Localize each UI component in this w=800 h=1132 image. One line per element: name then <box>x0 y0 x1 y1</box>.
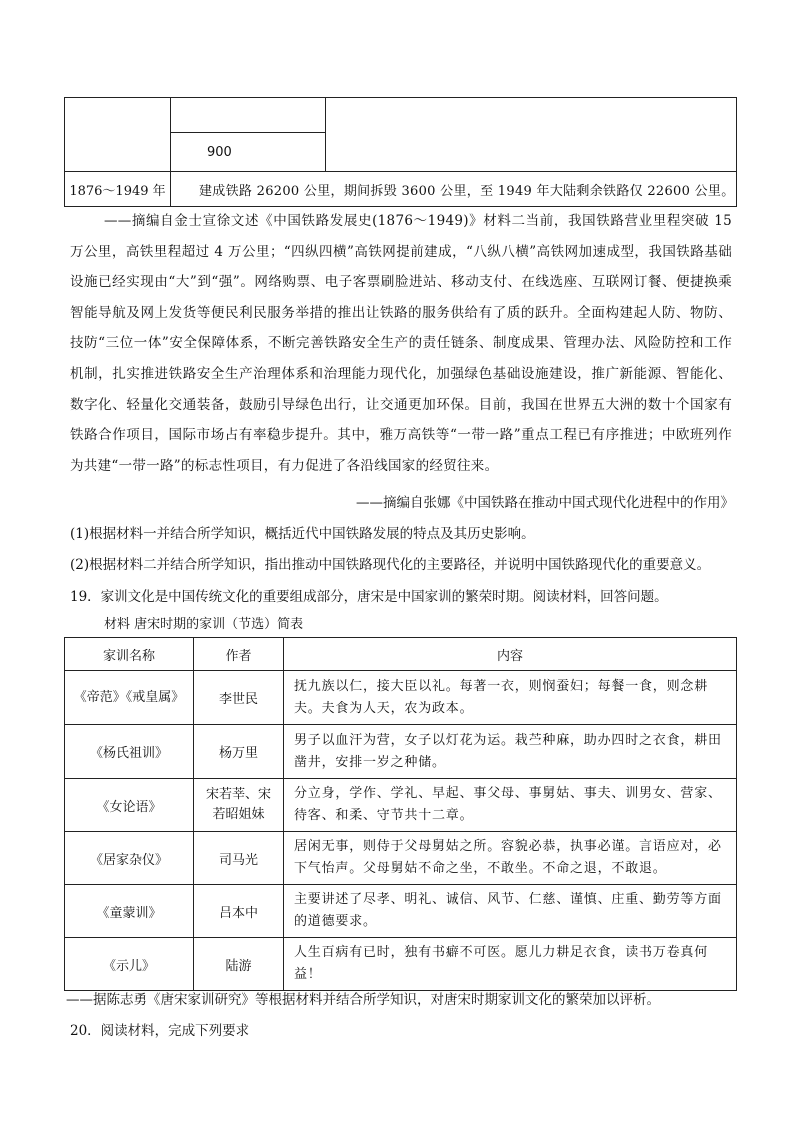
jiaxun-name: 《女论语》 <box>65 779 194 832</box>
jiaxun-author: 李世民 <box>194 671 284 725</box>
railway-table <box>64 97 737 207</box>
table-cell-empty <box>65 98 171 172</box>
jiaxun-content: 居闲无事，则侍于父母舅姑之所。容貌必恭，执事必谨。言语应对，必下气怡声。父母舅姑不命之坐，不敢坐。不命之退，不敢退。 <box>284 832 737 885</box>
jiaxun-author: 司马光 <box>194 832 284 885</box>
question-19: 19．家训文化是中国传统文化的重要组成部分，唐宋是中国家训的繁荣时期。阅读材料，回答问题。 <box>70 589 668 605</box>
jiaxun-author: 杨万里 <box>194 725 284 779</box>
table-cell-empty <box>326 98 737 172</box>
jiaxun-content: 主要讲述了尽孝、明礼、诚信、风节、仁慈、谨慎、庄重、勤劳等方面的道德要求。 <box>284 885 737 938</box>
table-row <box>65 779 737 832</box>
question-2: (2)根据材料二并结合所学知识，指出推动中国铁路现代化的主要路径，并说明中国铁路现代化的重要意义。 <box>70 557 711 573</box>
table-cell-description: 建成铁路 26200 公里，期间拆毁 3600 公里，至 1949 年大陆剩余铁路仅 22600 公里。 <box>171 172 737 207</box>
material-2-paragraph: ——摘编自金士宣徐文述《中国铁路发展史(1876～1949)》材料二当前，我国铁路营业里程突破 15 万公里，高铁里程超过 4 万公里；“四纵四横”高铁网提前建成，“八纵八横”高铁网加速成型，我国铁路基础设施已经实现由“大”到“强”。网络购票、电子客票刷脸进站、移动支付、在线选座、互联网订餐、便捷换乘智能导航及网上发货等便民利民服务举措的推出让铁路的服务供给有了质的跃升。全面构建起人防、物防、技防“三位一体”安全保障体系，不断完善铁路安全生产的责任链条、制度成果、管理办法、风险防控和工作机制，扎实推进铁路安全生产治理体系和治理能力现代化，加强绿色基础设施建设，推广新能源、智能化、数字化、轻量化交通装备，鼓励引导绿色出行，让交通更加环保。目前，我国在世界五大洲的数十个国家有铁路合作项目，国际市场占有率稳步提升。其中，雅万高铁等“一带一路”重点工程已有序推进；中欧班列作为共建“一带一路”的标志性项目，有力促进了各沿线国家的经贸往来。 <box>70 213 732 474</box>
table-cell-empty <box>171 98 326 133</box>
jiaxun-content: 男子以血汗为营，女子以灯花为运。栽苎种麻，助办四时之衣食，耕田凿井，安排一岁之种储。 <box>284 725 737 779</box>
material-2-source: ——摘编自张娜《中国铁路在推动中国式现代化进程中的作用》 <box>356 495 734 511</box>
table-row <box>65 725 737 779</box>
jiaxun-author: 陆游 <box>194 938 284 991</box>
jiaxun-name: 《童蒙训》 <box>65 885 194 938</box>
jiaxun-author: 吕本中 <box>194 885 284 938</box>
jiaxun-name: 《示儿》 <box>65 938 194 991</box>
table-header: 作者 <box>194 638 284 671</box>
jiaxun-content: 分立身，学作、学礼、早起、事父母、事舅姑、事夫、训男女、营家、待客、和柔、守节共十二章。 <box>284 779 737 832</box>
table-header: 内容 <box>284 638 737 671</box>
table-cell-period: 1876～1949 年 <box>65 172 171 207</box>
jiaxun-content: 人生百病有已时，独有书癖不可医。愿儿力耕足衣食，读书万卷真何益！ <box>284 938 737 991</box>
jiaxun-content: 抚九族以仁，接大臣以礼。每著一衣，则悯蚕妇；每餐一食，则念耕夫。夫食为人天，农为政本。 <box>284 671 737 725</box>
question-20: 20．阅读材料，完成下列要求 <box>70 1023 250 1039</box>
table-row <box>65 885 737 938</box>
table-cell-value: 900 <box>171 133 326 172</box>
jiaxun-name: 《杨氏祖训》 <box>65 725 194 779</box>
table-row <box>65 671 737 725</box>
jiaxun-name: 《帝范》《戒皇属》 <box>65 671 194 725</box>
table-caption: 材料 唐宋时期的家训（节选）简表 <box>104 617 304 632</box>
table-header: 家训名称 <box>65 638 194 671</box>
question-19-task: ——据陈志勇《唐宋家训研究》等根据材料并结合所学知识，对唐宋时期家训文化的繁荣加以评析。 <box>66 992 660 1008</box>
question-1: (1)根据材料一并结合所学知识，概括近代中国铁路发展的特点及其历史影响。 <box>70 526 535 542</box>
jiaxun-name: 《居家杂仪》 <box>65 832 194 885</box>
jiaxun-author: 宋若莘、宋若昭姐妹 <box>194 779 284 832</box>
jiaxun-table <box>64 637 737 991</box>
table-row <box>65 832 737 885</box>
table-row <box>65 938 737 991</box>
